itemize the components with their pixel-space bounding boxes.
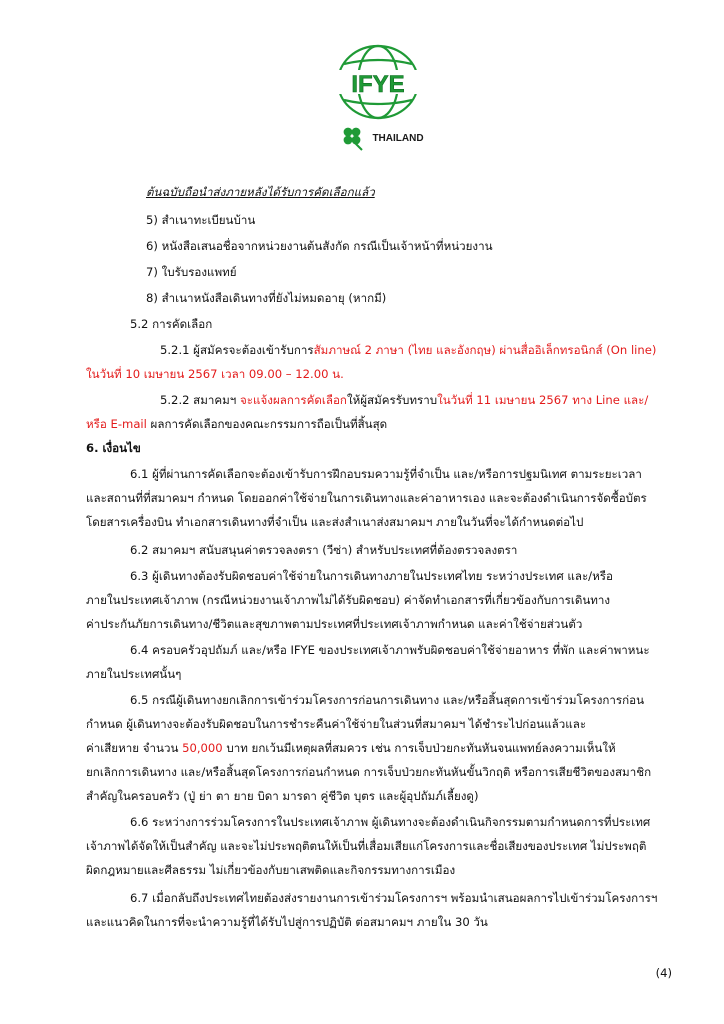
s61-line3: โดยสารเครื่องบิน ทำเอกสารเดินทางที่จำเป็น และส่งสำเนาส่งสมาคมฯ ภายในวันที่จะได้กำหนดต่อไป — [86, 515, 584, 529]
s61-line1: 6.1 ผู้ที่ผ่านการคัดเลือกจะต้องเข้ารับการฝึกอบรมความรู้ที่จำเป็น และ/หรือการปฐมนิเทศ ตามระยะเวลา — [130, 467, 642, 481]
documents-heading: ต้นฉบับถือนำส่งภายหลังได้รับการคัดเลือกแล้ว — [146, 185, 375, 199]
s66-line2: เจ้าภาพได้จัดให้เป็นสำคัญ และจะไม่ประพฤติตนให้เป็นที่เสื่อมเสียแก่โครงการและชื่อเสียงของประเทศ ไม่ประพฤติ — [86, 839, 647, 853]
section-5-2-title: 5.2 การคัดเลือก — [130, 317, 213, 331]
section-6-title: 6. เงื่อนไข — [86, 441, 141, 455]
section-5-2-2-line2 — [86, 416, 387, 432]
s65-line5: สำคัญในครอบครัว (ปู่ ย่า ตา ยาย บิดา มารดา คู่ชีวิต บุตร และผู้อุปถัมภ์เลี้ยงดู) — [86, 789, 479, 803]
ifye-thailand-logo — [318, 38, 438, 153]
section-5-2-1-date: ในวันที่ 10 เมษายน 2567 เวลา 09.00 – 12.00 น. — [86, 367, 344, 381]
clover-icon — [344, 128, 362, 150]
s522-text: 5.2.2 สมาคมฯ — [160, 393, 241, 407]
s64-line2: ภายในประเทศนั้นๆ — [86, 667, 182, 681]
doc-item-8: 8) สำเนาหนังสือเดินทางที่ยังไม่หมดอายุ (หากมี) — [146, 291, 387, 305]
s65-amount: 50,000 — [182, 741, 223, 755]
s65-damages: ค่าเสียหาย จำนวน — [86, 741, 183, 755]
s63-line2: ภายในประเทศเจ้าภาพ (กรณีหน่วยงานเจ้าภาพไม่ได้รับผิดชอบ) ค่าจัดทำเอกสารที่เกี่ยวข้องกับการเดินทาง — [86, 593, 611, 607]
s521-interview-text: สัมภาษณ์ 2 ภาษา (ไทย และอังกฤษ) ผ่านสื่ออิเล็กทรอนิกส์ (On line) — [313, 343, 657, 357]
s67-line1: 6.7 เมื่อกลับถึงประเทศไทยต้องส่งรายงานการเข้าร่วมโครงการฯ พร้อมนำเสนอผลการไปเข้าร่วมโครงการฯ — [130, 891, 658, 905]
s522-announce: จะแจ้งผลการคัดเลือก — [240, 393, 347, 407]
s65-line4: ยกเลิกการเดินทาง และ/หรือสิ้นสุดโครงการก่อนกำหนด การเจ็บป่วยกะทันหันขั้นวิกฤติ หรือการเสียชีวิตของสมาชิก — [86, 765, 652, 779]
s522-final: ผลการคัดเลือกของคณะกรรมการถือเป็นที่สิ้นสุด — [146, 417, 388, 431]
s64-line1: 6.4 ครอบครัวอุปถัมภ์ และ/หรือ IFYE ของประเทศเจ้าภาพรับผิดชอบค่าใช้จ่ายอาหาร ที่พัก และค่าพาหนะ — [130, 643, 650, 657]
s522-email: หรือ E-mail — [86, 417, 147, 431]
s67-line2: และแนวคิดในการที่จะนำความรู้ที่ได้รับไปสู่การปฏิบัติ ต่อสมาคมฯ ภายใน 30 วัน — [86, 915, 488, 929]
doc-item-6: 6) หนังสือเสนอชื่อจากหน่วยงานต้นสังกัด กรณีเป็นเจ้าหน้าที่หน่วยงาน — [146, 239, 493, 253]
doc-item-7: 7) ใบรับรองแพทย์ — [146, 265, 237, 279]
s61-line2: และสถานที่ที่สมาคมฯ กำหนด โดยออกค่าใช้จ่ายในการเดินทางและค่าอาหารเอง และจะต้องดำเนินการจัดซื้อบัตร — [86, 491, 647, 505]
s522-date: ในวันที่ 11 เมษายน 2567 ทาง Line และ/ — [437, 393, 649, 407]
section-5-2-2-line1 — [160, 392, 648, 408]
s66-line1: 6.6 ระหว่างการร่วมโครงการในประเทศเจ้าภาพ ผู้เดินทางจะต้องดำเนินกิจกรรมตามกำหนดการที่ประเทศ — [130, 815, 651, 829]
s65-exception: บาท ยกเว้นมีเหตุผลที่สมควร เช่น การเจ็บป่วยกะทันหันจนแพทย์ลงความเห็นให้ — [222, 741, 616, 755]
s63-line3: ค่าประกันภัยการเดินทาง/ชีวิตและสุขภาพตามประเทศที่ประเทศเจ้าภาพกำหนด และค่าใช้จ่ายส่วนตัว — [86, 617, 583, 631]
s65-line3 — [86, 740, 616, 756]
s66-line3: ผิดกฎหมายและศีลธรรม ไม่เกี่ยวข้องกับยาเสพติดและกิจกรรมทางการเมือง — [86, 863, 456, 877]
s62-line: 6.2 สมาคมฯ สนับสนุนค่าตรวจลงตรา (วีซ่า) สำหรับประเทศที่ต้องตรวจลงตรา — [130, 543, 518, 557]
section-5-2-1-line1 — [160, 342, 656, 358]
s521-text: 5.2.1 ผู้สมัครจะต้องเข้ารับการ — [160, 343, 314, 357]
s65-line1: 6.5 กรณีผู้เดินทางยกเลิกการเข้าร่วมโครงการก่อนการเดินทาง และ/หรือสิ้นสุดการเข้าร่วมโครงการก่อน — [130, 693, 645, 707]
s63-line1: 6.3 ผู้เดินทางต้องรับผิดชอบค่าใช้จ่ายในการเดินทางภายในประเทศไทย ระหว่างประเทศ และ/หรือ — [130, 569, 613, 583]
logo-sub-text: THAILAND — [372, 133, 424, 144]
s65-line2: กำหนด ผู้เดินทางจะต้องรับผิดชอบในการชำระคืนค่าใช้จ่ายในส่วนที่สมาคมฯ ได้ชำระไปก่อนแล้วและ — [86, 717, 587, 731]
logo-brand-text: IFYE — [351, 71, 405, 98]
page-number: (4) — [655, 966, 672, 980]
doc-item-5: 5) สำเนาทะเบียนบ้าน — [146, 213, 256, 227]
s522-text2: ให้ผู้สมัครรับทราบ — [346, 393, 438, 407]
